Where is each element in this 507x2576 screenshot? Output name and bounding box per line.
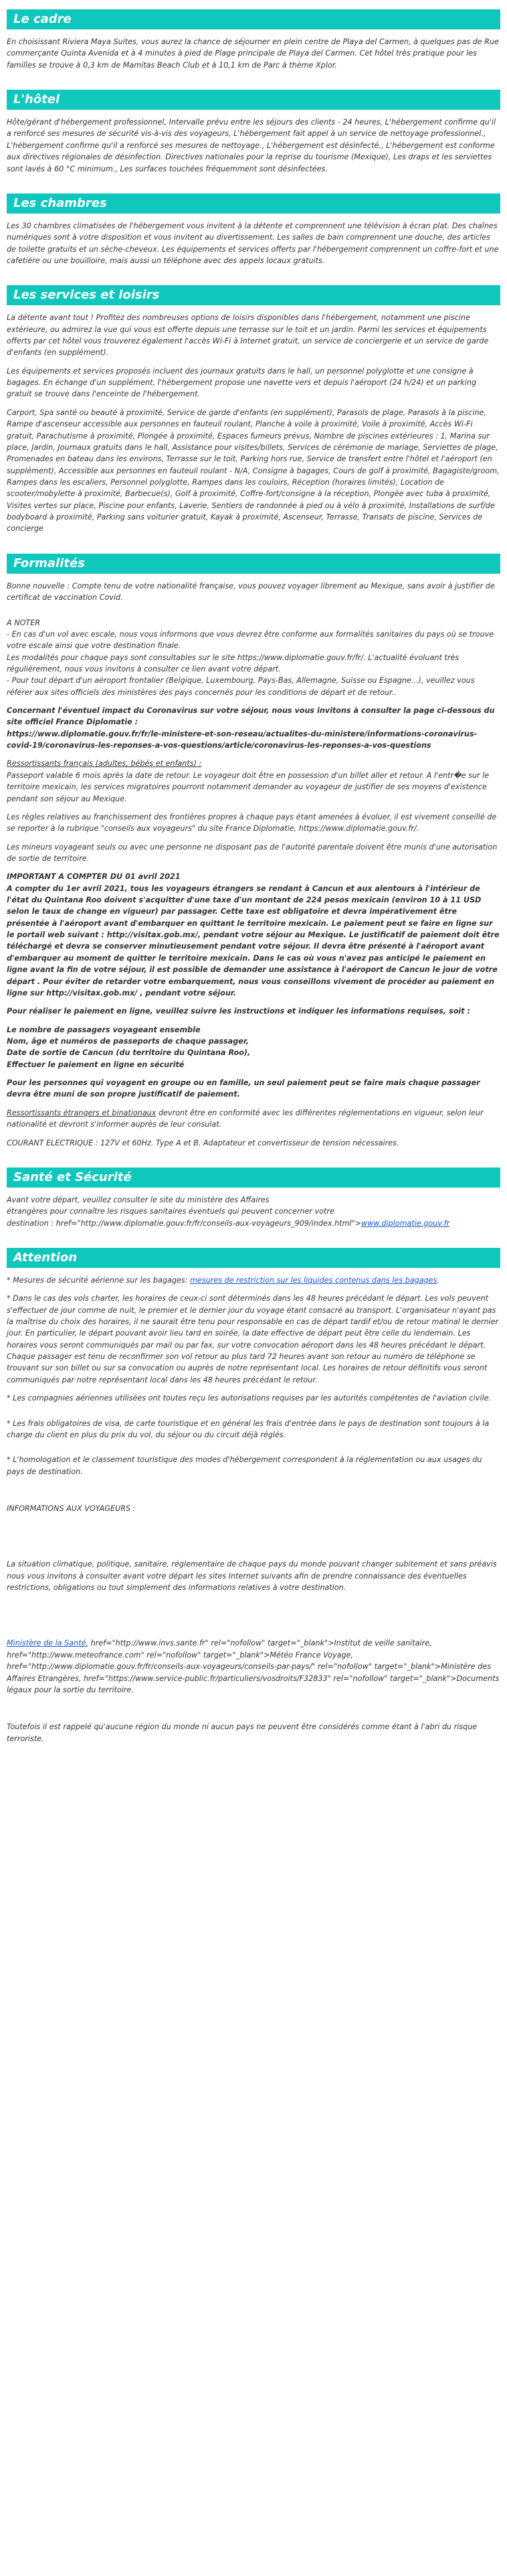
- important-heading: IMPORTANT A COMPTER DU 01 avril 2021: [7, 872, 181, 882]
- infos-voyageurs-heading: INFORMATIONS AUX VOYAGEURS :: [7, 1504, 136, 1513]
- coronavirus-link[interactable]: https://www.diplomatie.gouv.fr/fr/le-ministere-et-son-reseau/actualites-du-ministere/informations-coronavirus-covid-19/coronavirus-les-reponses-a-vos-questions/article/coronavirus-les-reponses-a-vos-questions: [7, 729, 478, 750]
- regles-text: Les règles relatives au franchissement des frontières propres à chaque pays étant amenées à évoluer, il est vivement conseillé de se reporter à la rubrique "conseils aux voyageurs" du site France Diplomatie, https://www.diplomatie.gouv.fr/.: [7, 812, 497, 833]
- section-title-hotel: L'hôtel: [7, 90, 500, 110]
- sante-line-3: destination : href="http://www.diplomatie.gouv.fr/fr/conseils-aux-voyageurs_909/index.html">: [7, 1218, 362, 1228]
- section-hotel: [7, 90, 500, 175]
- liens-utiles: [7, 1637, 500, 1696]
- paiement-item: Nom, âge et numéros de passeports de chaque passager,: [7, 1037, 249, 1046]
- situation-text: [7, 1558, 500, 1593]
- cadre-text: En choisissant Riviera Maya Suites, vous aurez la chance de séjourner en plein centre de Playa del Carmen, à quelques pas de Rue commerçante Quinta Avenida et à 4 minutes à pied de Plage principale de Playa del Carmen. Cet hôtel très pratique pour les familles se trouve à 0,3 km de Mamitas Beach Club et à 10,1 km de Parc à thème Xplor.: [7, 37, 499, 70]
- important-body: A compter du 1er avril 2021, tous les voyageurs étrangers se rendant à Cancun et aux alentours à l'intérieur de l'état du Quintana Roo doivent s'acquitter d'une taxe d'un montant de 224 pesos mexicain (environ 10 à 11 USD selon le taux de change en vigueur) par passager. Cette taxe est obligatoire et devra impérativement être présentée à l'aéroport avant d'embarquer en quittant le territoire mexicain. Le paiement peut se faire en ligne sur le portail web suivant : http://visitax.gob.mx/, pendant votre séjour au Mexique. Le justificatif de paiement doit être téléchargé et devra se conserver minutieusement pendant votre séjour. Il devra être présenté à l'aéroport avant d'embarquer au moment de quitter le territoire mexicain. Dans le cas où vous n'avez pas anticipé le paiement en ligne avant la fin de votre séjour, il est possible de demander une assistance à l'aéroport de Cancun le jour de votre départ . Pour éviter de retarder votre embarquement, nous vous conseillons vivement de procéder au paiement en ligne sur http://visitax.gob.mx/ , pendant votre séjour.: [7, 884, 500, 997]
- attention-charter: * Dans le cas des vols charter, les horaires de ceux-ci sont déterminés dans les 48 heures précédant le départ. Les vols peuvent s'effectuer de jour comme de nuit, le premier et le dernier jour du voyage étant consacré au transport. L'organisateur n'ayant pas la maîtrise du choix des horaires, il ne saurait être tenu pour responsable en cas de départ tardif et/ou de retour matinal le dernier jour. En particulier, le départ pouvant avoir lieu tard en soirée, la date effective de départ peut être celle du lendemain. Les horaires vous seront communiqués par mail ou par fax, sur votre convocation aéroport dans les 48 heures précédant le départ. Chaque passager est tenu de reconfirmer son vol retour au plus tard 72 heures avant son retour au numéro de téléphone se trouvant sur son billet ou sur sa convocation ou auprès de notre représentant local. Les horaires de retour définitifs vous seront communiqués par notre représentant local dans les 48 heures précédant le retour.: [7, 1294, 499, 1384]
- section-chambres: [7, 193, 500, 266]
- services-list: Carport, Spa santé ou beauté à proximité, Service de garde d'enfants (en supplément), Parasols de plage, Parasols à la piscine, Rampe d'ascenseur accessible aux personnes en fauteuil roulant, Planche à voile à proximité, Voile à proximité, Accès Wi-Fi gratuit, Parachutisme à proximité, Plongée à proximité, Espaces fumeurs prévus, Nombre de piscines extérieures : 1, Marina sur place, Jardin, Journaux gratuits dans le hall, Assistance pour visites/billets, Services de cérémonie de mariage, Serviettes de plage, Promenades en bateau dans les environs, Terrasse sur le toit, Parking hors rue, Service de transfert entre l'hôtel et l'aéroport (en supplément), Accessible aux personnes en fauteuil roulant - N/A, Consigne à bagages, Cours de golf à proximité, Bagagiste/groom, Rampes dans les escaliers, Personnel polyglotte, Rampes dans les couloirs, Réception (horaires limités), Location de scooter/mobylette à proximité, Barbecue(s), Golf à proximité, Coffre-fort/consigne à la réception, Plongée avec tuba à proximité, Visites vertes sur place, Piscine pour enfants, Laverie, Sentiers de randonnée à pied ou à vélo à proximité, Installations de surf/de bodyboard à proximité, Parking sans voiturier gratuit, Kayak à proximité, Ascenseur, Terrasse, Transats de piscine, Services de concierge: [7, 408, 500, 534]
- binationaux-heading: Ressortissants étrangers et binationaux: [7, 1108, 157, 1117]
- paiement-item: Le nombre de passagers voyageant ensemble: [7, 1025, 201, 1034]
- paiement-list: [7, 1024, 500, 1070]
- section-formalites: [7, 554, 500, 1149]
- anoter-modalites: Les modalités pour chaque pays sont consultables sur le site https://www.diplomatie.gouv.fr/fr/. L'actualité évoluant très régulièrement, nous vous invitons à consulter ce lien avant votre départ.: [7, 653, 460, 673]
- liquides-link[interactable]: mesures de restriction sur les liquides contenus dans les bagages: [189, 1275, 437, 1285]
- attention-homologation: * L'homologation et le classement touristique des modes d'hébergement correspondent à la réglementation ou aux usages du pays de destination.: [7, 1455, 482, 1476]
- anoter-frontalier: - Pour tout départ d'un aéroport frontalier (Belgique, Luxembourg, Pays-Bas, Allemagne, Suisse ou Espagne...), veuillez vous référer aux sites officiels des ministères des pays concernés pour les conditions de départ et de retour..: [7, 676, 475, 697]
- section-title-services: Les services et loisirs: [7, 285, 500, 305]
- sante-diplomatie-link[interactable]: www.diplomatie.gouv.fr: [361, 1218, 450, 1228]
- binationaux-text: [7, 1107, 500, 1131]
- section-title-chambres: Les chambres: [7, 193, 500, 214]
- attention-compagnies: * Les compagnies aériennes utilisées ont toutes reçu les autorisations requises par les autorités compétentes de l'aviation civile.: [7, 1394, 492, 1403]
- sante-text: [7, 1194, 500, 1229]
- important-block: [7, 871, 500, 999]
- section-title-cadre: Le cadre: [7, 9, 500, 29]
- ressortissants-heading: Ressortissants français (adultes, bébés et enfants) :: [7, 759, 202, 769]
- liens-utiles-text: , href="http://www.invs.sante.fr" rel="nofollow" target="_blank">Institut de veille sanitaire, href="http://www.meteofrance.com" rel="nofollow" target="_blank">Météo France Voyage, href="http://www.diplomatie.gouv.fr/fr/conseils-aux-voyageurs/conseils-par-pays/" rel="nofollow" target="_blank">Ministère des Affaires Etrangères, href="https://www.service-public.fr/particuliers/vosdroits/F32833" rel="nofollow" target="_blank">Documents légaux pour la sortie du territoire.: [7, 1639, 500, 1694]
- section-sante: [7, 1168, 500, 1229]
- paiement-heading: Pour réaliser le paiement en ligne, veuillez suivre les instructions et indiquer les informations requises, soit :: [7, 1007, 470, 1016]
- services-text-1: La détente avant tout ! Profitez des nombreuses options de loisirs disponibles dans l'hébergement, notamment une piscine extérieure, ou admirez la vue qui vous est offerte depuis une terrasse sur le toit et un jardin. Parmi les services et équipements offerts par cet hôtel vous trouverez également l'accès Wi-Fi à Internet gratuit, un service de conciergerie et un service de garde d'enfants (en supplément).: [7, 313, 489, 357]
- situation-line-1: La situation climatique, politique, sanitaire, réglementaire de chaque pays du monde pouvant changer subitement et sans préavis: [7, 1560, 497, 1569]
- attention-bagages-text: * Mesures de sécurité aérienne sur les bagages:: [7, 1275, 190, 1285]
- services-text-2: Les équipements et services proposés incluent des journaux gratuits dans le hall, un personnel polyglotte et une consigne à bagages. En échange d'un supplément, l'hébergement propose une navette vers et depuis l'aéroport (24 h/24) et un parking gratuit se trouve dans l'enceinte de l'hébergement.: [7, 366, 477, 399]
- ressortissants-block: [7, 758, 500, 804]
- paiement-item: Effectuer le paiement en ligne en sécurité: [7, 1060, 185, 1069]
- attention-bagages-end: .: [437, 1275, 439, 1285]
- terrorisme-text: Toutefois il est rappelé qu'aucune région du monde ni aucun pays ne peuvent être considérés comme étant à l'abri du risque terroriste.: [7, 1722, 478, 1743]
- ministere-sante-link[interactable]: Ministère de la Santé: [7, 1639, 86, 1648]
- sante-line-1: Avant votre départ, veuillez consulter le site du ministère des Affaires: [7, 1195, 270, 1204]
- section-cadre: [7, 9, 500, 71]
- coronavirus-text: Concernant l'éventuel impact du Coronavirus sur votre séjour, nous vous invitons à consulter la page ci-dessous du site officiel France Diplomatie :: [7, 706, 495, 727]
- chambres-text: Les 30 chambres climatisées de l'hébergement vous invitent à la détente et comprennent une télévision à écran plat. Des chaînes numériques sont à votre disposition et vous invitent au divertissement. Les salles de bain comprennent une douche, des articles de toilette gratuits et un sèche-cheveux. Les équipements et services offerts par l'hébergement comprennent un coffre-fort et une cafetière ou une bouilloire, mais aussi un téléphone avec des appels locaux gratuits.: [7, 221, 499, 265]
- anoter-heading: A NOTER: [7, 618, 41, 627]
- section-services: [7, 285, 500, 534]
- courant-text: COURANT ELECTRIQUE : 127V et 60Hz. Type A et B. Adaptateur et convertisseur de tension nécessaires.: [7, 1138, 399, 1147]
- groupe-text: Pour les personnes qui voyagent en groupe ou en famille, un seul paiement peut se faire mais chaque passager devra être muni de son propre justificatif de paiement.: [7, 1078, 480, 1099]
- section-title-attention: Attention: [7, 1248, 500, 1268]
- sante-line-2: étrangères pour connaître les risques sanitaires éventuels qui peuvent concerner votre: [7, 1207, 334, 1216]
- formalites-intro: Bonne nouvelle : Compte tenu de votre nationalité française, vous pouvez voyager librement au Mexique, sans avoir à justifier de certificat de vaccination Covid.: [7, 581, 495, 602]
- hotel-text: Hôte/gérant d'hébergement professionnel, Intervalle prévu entre les séjours des clients - 24 heures, L'hébergement confirme qu'il a renforcé ses mesures de sécurité vis-à-vis des voyageurs, L'hébergement fait appel à un service de nettoyage professionnel., L'hébergement confirme qu'il a renforcé ses mesures de nettoyage., L'hébergement est désinfecté., L'hébergement est conforme aux directives régionales de désinfection. Directives nationales pour la reprise du tourisme (Mexique), Les draps et les serviettes sont lavés à 60 °C minimum., Les surfaces touchées fréquemment sont désinfectées.: [7, 118, 496, 173]
- anoter-escale: - En cas d'un vol avec escale, nous vous informons que vous devrez être conforme aux formalités sanitaires du pays où se trouve votre escale ainsi que votre destination finale.: [7, 629, 494, 651]
- attention-bagages: [7, 1275, 500, 1286]
- section-title-sante: Santé et Sécurité: [7, 1168, 500, 1188]
- mineurs-text: Les mineurs voyageant seuls ou avec une personne ne disposant pas de l'autorité parentale doivent être munis d'une autorisation de sortie de territoire.: [7, 842, 498, 863]
- situation-line-2: nous vous invitons à consulter avant votre départ les sites Internet suivants afin de prendre connaissance des éventuelles restrictions, obligations ou tout simplement des informations relatives à votre destination.: [7, 1571, 467, 1593]
- binationaux-body: devront être en conformité avec les différentes réglementations en vigueur, selon leur nationalité et devront s'informer auprès de leur consulat.: [7, 1108, 484, 1129]
- ressortissants-body: Passeport valable 6 mois après la date de retour. Le voyageur doit être en possession d'un billet aller et retour. A l'entr�e sur le territoire mexicain, les services migratoires pourront notamment demander au voyageur de justifier de ses moyens d'existence pendant son séjour au Mexique.: [7, 771, 490, 803]
- attention-frais: * Les frais obligatoires de visa, de carte touristique et en général les frais d'entrée dans le pays de destination sont toujours à la charge du client en plus du prix du vol, du séjour ou du circuit déjà réglés.: [7, 1419, 490, 1439]
- coronavirus-info: [7, 705, 500, 751]
- section-attention: [7, 1248, 500, 1745]
- paiement-item: Date de sortie de Cancun (du territoire du Quintana Roo),: [7, 1048, 251, 1058]
- section-title-formalites: Formalités: [7, 554, 500, 574]
